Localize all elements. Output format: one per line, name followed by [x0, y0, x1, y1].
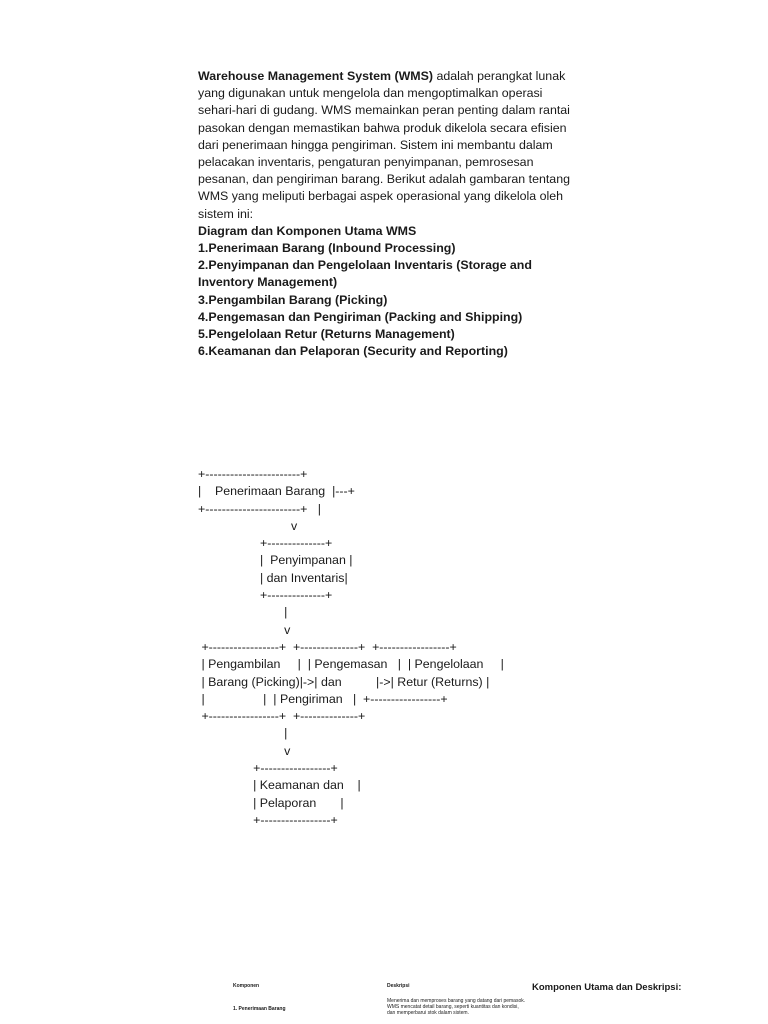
table-cell-component: 1. Penerimaan Barang: [233, 1006, 286, 1012]
component-item: 1.Penerimaan Barang (Inbound Processing): [198, 241, 456, 256]
component-item: 3.Pengambilan Barang (Picking): [198, 292, 388, 307]
table-cell-description: Menerima dan memproses barang yang datang dari pemasok. WMS mencatat detail barang, seperti kuantitas dan kondisi, dan memperbarui stok dalam sistem.: [387, 998, 526, 1016]
table-header-description: Deskripsi: [387, 983, 410, 989]
component-item: 5.Pengelolaan Retur (Returns Management): [198, 327, 455, 342]
table-title: Komponen Utama dan Deskripsi:: [532, 982, 682, 993]
ascii-flow-diagram: +-----------------------+ | Penerimaan Barang |---+ +-----------------------+ | v +--------------+ | Penyimpanan | | dan Inventaris| +--------------+ | v +-----------------+ +--------------+ +-----------------+ | Pengambilan | | Pengemasan | | Pengelolaan | | Barang (Picking)|->| dan |->| Retur (Returns) | | | | Pengiriman | +-----------------+ +-----------------+ +--------------+ | v +-----------------+ | Keamanan dan | | Pelaporan | +-----------------+: [198, 467, 504, 827]
component-item: 6.Keamanan dan Pelaporan (Security and Reporting): [198, 344, 508, 359]
intro-bold-term: Warehouse Management System (WMS): [198, 69, 434, 83]
intro-text: adalah perangkat lunak yang digunakan untuk mengelola dan mengoptimalkan operasi sehari-hari di gudang. WMS memainkan peran penting dalam rantai pasokan dengan memastikan bahwa produk dikelola secara efisien dari penerimaan hingga pengiriman. Sistem ini membantu dalam pelacakan inventaris, pengaturan penyimpanan, pemrosesan pesanan, dan pengiriman barang. Berikut adalah gambaran tentang WMS yang meliputi berbagai aspek operasional yang dikelola oleh sistem ini:: [198, 69, 570, 221]
section-heading: Diagram dan Komponen Utama WMS: [198, 223, 417, 238]
component-item: 4.Pengemasan dan Pengiriman (Packing and Shipping): [198, 309, 523, 324]
table-header-component: Komponen: [233, 983, 260, 989]
component-item: 2.Penyimpanan dan Pengelolaan Inventaris (Storage and Inventory Management): [198, 258, 532, 290]
document-body: [198, 68, 578, 360]
component-table-preview: [0, 976, 768, 1024]
intro-paragraph: [198, 68, 578, 223]
